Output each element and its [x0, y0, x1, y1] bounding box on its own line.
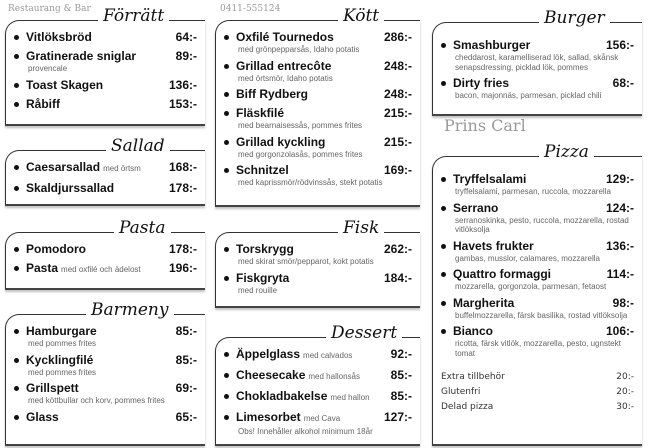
- item-name-text: Serrano: [453, 200, 499, 215]
- item-name-text: Bianco: [453, 324, 494, 338]
- item-name: [236, 388, 412, 406]
- item-name-text: Fiskgryta: [236, 270, 290, 285]
- item-name-text: Pasta: [26, 261, 59, 275]
- item-price: 85:-: [390, 389, 412, 403]
- bullet-icon: [14, 35, 19, 40]
- item-description: med skirat smör/pepparot, kokt potatis: [238, 257, 374, 266]
- menu-item: [6, 159, 205, 177]
- section-fisk: [215, 218, 420, 308]
- item-price: 168:-: [168, 160, 197, 174]
- item-price: 127:-: [383, 410, 412, 424]
- item-description: med kaprissmör/rödvinssås, stekt potatis: [238, 178, 383, 187]
- item-name-text: Chokladbakelse: [236, 389, 328, 403]
- section-barmeny: [5, 300, 205, 446]
- menu-item: [216, 346, 420, 364]
- item-price: 85:-: [390, 368, 412, 382]
- menu-item: [216, 409, 420, 437]
- item-description: med grönpepparsås, Idaho potatis: [238, 45, 360, 54]
- menu-item: [216, 388, 420, 406]
- menu-item: [6, 48, 205, 74]
- item-name: [236, 346, 412, 364]
- item-price: 156:-: [605, 38, 634, 52]
- menu-item: [6, 260, 205, 278]
- menu-item: [6, 29, 205, 45]
- section-title: Förrätt: [98, 5, 169, 27]
- item-name-text: Äppelglass: [236, 347, 301, 361]
- item-price: 169:-: [383, 163, 412, 177]
- item-name: [26, 48, 197, 64]
- section-title: Sallad: [106, 135, 170, 157]
- menu-item: [216, 241, 420, 267]
- item-price: 136:-: [168, 77, 197, 92]
- item-name-text: Smashburger: [453, 38, 531, 52]
- menu-item: [216, 105, 420, 131]
- bullet-icon: [441, 244, 446, 249]
- bullet-icon: [224, 352, 229, 357]
- bullet-icon: [441, 177, 446, 182]
- item-description: gambas, musslor, calamares, mozzarella: [455, 253, 600, 263]
- item-description: ricotta, färsk vitlök, mozzarella, pesto, ugnstekt tomat: [455, 339, 621, 358]
- menu-item: [6, 323, 205, 349]
- item-description: mozzarella, gorgonzola, parmesan, fetaost: [455, 282, 607, 291]
- item-description: tryffelsalami, parmesan, ruccola, mozzarella: [455, 187, 611, 196]
- bullet-icon: [441, 329, 446, 334]
- menu-item: [433, 238, 642, 264]
- menu-item: [6, 180, 205, 196]
- menu-item: [433, 295, 642, 321]
- item-name-text: Kycklingfilé: [26, 352, 94, 367]
- bullet-icon: [224, 247, 229, 252]
- menu-item: [216, 367, 420, 385]
- bullet-icon: [224, 64, 229, 69]
- section-sallad: [5, 136, 205, 206]
- section-title: Burger: [539, 7, 610, 29]
- item-price: 153:-: [168, 96, 197, 111]
- section-pasta: [5, 218, 205, 290]
- bullet-icon: [224, 276, 229, 281]
- section-title: Pasta: [114, 217, 171, 239]
- item-name: [26, 352, 197, 368]
- item-price: 68:-: [612, 76, 634, 90]
- item-name-text: Havets frukter: [453, 238, 534, 253]
- extra-item: [433, 400, 642, 415]
- item-note: med hallonsås: [308, 372, 360, 381]
- section-title: Kött: [338, 5, 384, 27]
- item-price: 248:-: [383, 58, 412, 73]
- bullet-icon: [441, 272, 446, 277]
- bullet-icon: [224, 35, 229, 40]
- item-name-text: Biff Rydberg: [236, 87, 308, 101]
- item-name: [453, 295, 634, 311]
- item-price: 196:-: [168, 261, 197, 275]
- bullet-icon: [14, 247, 19, 252]
- item-name: [26, 409, 197, 425]
- item-name-text: Schnitzel: [236, 163, 289, 177]
- menu-item: [216, 86, 420, 102]
- item-name-text: Oxfilé Tournedos: [236, 30, 334, 44]
- menu-item: [6, 380, 205, 406]
- bullet-icon: [14, 186, 19, 191]
- item-description: med örtsmör, Idaho potatis: [238, 73, 333, 83]
- item-description: med köttbullar och korv, pommes frites: [28, 396, 165, 405]
- item-name-text: Vitlöksbröd: [26, 30, 92, 44]
- menu-item: [6, 241, 205, 257]
- item-description: med rouille: [238, 285, 278, 295]
- item-price: 124:-: [605, 200, 634, 215]
- item-price: 114:-: [606, 267, 634, 281]
- section-burger: [432, 8, 642, 116]
- section-pizza: [432, 142, 642, 446]
- bullet-icon: [224, 111, 229, 116]
- item-name-text: Skaldjurssallad: [26, 181, 115, 195]
- item-name: [26, 380, 197, 396]
- item-price: 215:-: [383, 134, 412, 149]
- item-description: med gorgonzolasås, pommes frites: [238, 149, 363, 159]
- bullet-icon: [224, 394, 229, 399]
- bullet-icon: [441, 81, 446, 86]
- item-name-text: Fläskfilé: [236, 106, 285, 120]
- extra-price: 20:-: [616, 372, 634, 382]
- bullet-icon: [14, 386, 19, 391]
- item-name-text: Margherita: [453, 295, 515, 310]
- menu-item: [433, 266, 642, 292]
- menu-item: [216, 134, 420, 160]
- item-note: med Cava: [303, 414, 341, 423]
- watermark-phone: 0411-555124: [220, 4, 281, 14]
- item-name: [26, 323, 197, 339]
- item-name-text: Råbiff: [26, 96, 60, 111]
- item-description: Obs! Innehåller alkohol minimum 18år: [238, 427, 373, 436]
- item-name-text: Tryffelsalami: [453, 172, 527, 186]
- item-name-text: Torskrygg: [236, 242, 294, 256]
- item-description: med pommes frites: [28, 367, 97, 377]
- item-price: 286:-: [383, 30, 412, 44]
- item-price: 215:-: [383, 106, 412, 120]
- bullet-icon: [441, 206, 446, 211]
- bullet-icon: [224, 168, 229, 173]
- section-title: Fisk: [338, 217, 384, 239]
- item-name-text: Gratinerade sniglar: [26, 49, 137, 63]
- extra-item: [433, 385, 642, 400]
- item-price: 85:-: [175, 324, 197, 338]
- item-description: provencale: [28, 64, 68, 73]
- item-name-text: Glass: [26, 409, 59, 424]
- item-name-text: Caesarsallad: [26, 160, 101, 174]
- item-name-text: Cheesecake: [236, 368, 306, 382]
- bullet-icon: [14, 329, 19, 334]
- section-dessert: [215, 323, 420, 446]
- item-name-text: Grillad entrecôte: [236, 58, 332, 73]
- item-price: 92:-: [390, 347, 412, 361]
- extra-name: Glutenfri: [441, 387, 481, 397]
- extras-list: [433, 370, 642, 415]
- item-price: 106:-: [605, 324, 634, 338]
- item-description: serranoskinka, pesto, ruccola, mozzarella, rostad vitlöksolja: [455, 215, 629, 234]
- item-note: med hallon: [330, 393, 370, 402]
- item-name-text: Quattro formaggi: [453, 267, 551, 281]
- item-price: 69:-: [175, 381, 197, 395]
- section-title: Pizza: [539, 141, 594, 163]
- item-note: med calvados: [303, 351, 353, 360]
- menu-item: [433, 171, 642, 197]
- section-title: Dessert: [326, 322, 402, 344]
- item-price: 64:-: [175, 30, 197, 44]
- item-note: med örtsm: [103, 164, 141, 173]
- item-name-text: Grillad kyckling: [236, 134, 326, 149]
- item-name-text: Dirty fries: [453, 76, 510, 90]
- item-price: 248:-: [383, 87, 412, 101]
- item-name-text: Limesorbet: [236, 410, 301, 424]
- bullet-icon: [14, 266, 19, 271]
- item-description: bacon, majonnäs, parmesan, picklad chili: [455, 91, 602, 100]
- extra-item: [433, 370, 642, 385]
- watermark-subtitle: Restaurang & Bar: [8, 4, 91, 14]
- item-description: med bearnaisessås, pommes frites: [238, 121, 363, 130]
- extra-name: Delad pizza: [441, 402, 494, 412]
- bullet-icon: [224, 92, 229, 97]
- menu-item: [216, 58, 420, 84]
- bullet-icon: [224, 415, 229, 420]
- bullet-icon: [441, 43, 446, 48]
- menu-item: [6, 96, 205, 112]
- bullet-icon: [14, 358, 19, 363]
- bullet-icon: [14, 415, 19, 420]
- extra-price: 30:-: [616, 402, 634, 412]
- menu-item: [433, 75, 642, 101]
- extra-name: Extra tillbehör: [441, 372, 505, 382]
- bullet-icon: [14, 165, 19, 170]
- item-description: med pommes frites: [28, 339, 97, 348]
- item-price: 65:-: [175, 409, 197, 424]
- item-name-text: Grillspett: [26, 381, 79, 395]
- section-title: Barmeny: [86, 299, 174, 321]
- menu-item: [216, 162, 420, 188]
- item-name: [236, 367, 412, 385]
- bullet-icon: [14, 54, 19, 59]
- item-price: 136:-: [605, 238, 634, 253]
- extra-price: 20:-: [616, 387, 634, 397]
- menu-item: [433, 200, 642, 235]
- item-price: 178:-: [168, 242, 197, 256]
- item-name-text: Pomodoro: [26, 242, 86, 256]
- item-name-text: Hamburgare: [26, 324, 97, 338]
- bullet-icon: [14, 102, 19, 107]
- item-price: 98:-: [612, 295, 634, 310]
- item-price: 262:-: [383, 242, 412, 256]
- menu-item: [6, 409, 205, 425]
- bullet-icon: [224, 140, 229, 145]
- menu-item: [216, 270, 420, 296]
- item-name: [26, 29, 197, 45]
- menu-item: [6, 352, 205, 378]
- menu-item: [433, 37, 642, 72]
- item-description: buffelmozzarella, färsk basilika, rostad vitlöksolja: [455, 310, 628, 320]
- item-price: 184:-: [383, 270, 412, 285]
- item-price: 85:-: [175, 352, 197, 367]
- watermark-name: Prins Carl: [444, 116, 526, 135]
- bullet-icon: [224, 373, 229, 378]
- menu-item: [6, 77, 205, 93]
- menu-item: [216, 29, 420, 55]
- menu-item: [433, 323, 642, 358]
- item-price: 178:-: [168, 181, 197, 195]
- item-price: 129:-: [605, 172, 634, 186]
- bullet-icon: [14, 83, 19, 88]
- item-price: 89:-: [175, 49, 197, 63]
- item-name: [453, 75, 634, 91]
- item-note: med oxfilé och ädelost: [61, 265, 141, 274]
- item-description: cheddarost, karamelliserad lök, sallad, skånsk senapsdressing, picklad lök, pommes: [455, 53, 619, 72]
- item-name-text: Toast Skagen: [26, 77, 104, 92]
- bullet-icon: [441, 301, 446, 306]
